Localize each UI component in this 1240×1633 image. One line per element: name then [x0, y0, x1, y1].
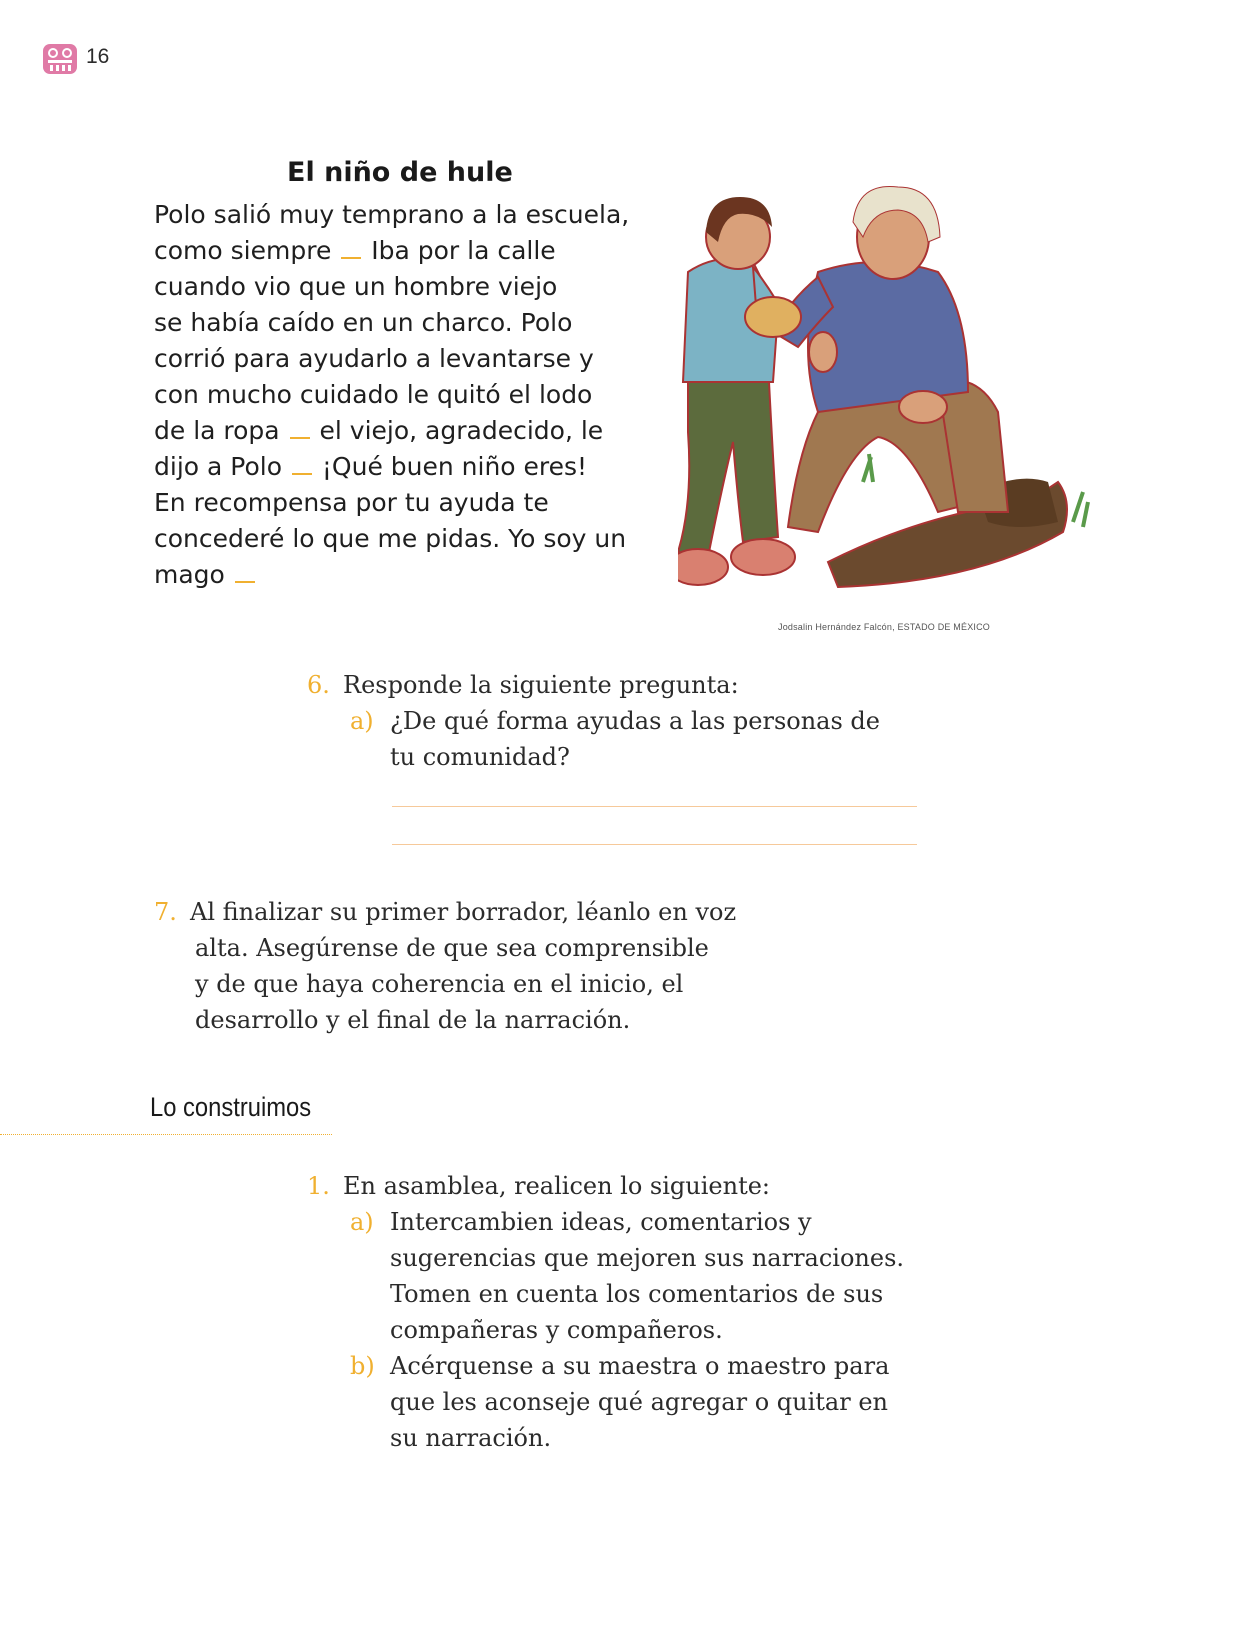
question-text: Al finalizar su primer borrador, léanlo en voz: [190, 898, 737, 926]
blank-line: [292, 453, 312, 475]
question-text: En asamblea, realicen lo siguiente:: [343, 1172, 771, 1200]
story-line: como siempre Iba por la calle: [154, 236, 556, 265]
story-line: cuando vio que un hombre viejo: [154, 272, 558, 301]
question-number: 7.: [154, 898, 177, 926]
question-7-line: desarrollo y el final de la narración.: [195, 1006, 631, 1034]
question-1b: [350, 1348, 890, 1456]
blank-line: [341, 237, 361, 259]
item-text: compañeras y compañeros.: [390, 1316, 723, 1344]
item-letter: a): [350, 1208, 374, 1236]
blank-line: [290, 417, 310, 439]
section-divider: [0, 1134, 332, 1135]
story-line: Polo salió muy temprano a la escuela,: [154, 200, 630, 229]
question-6: [307, 667, 739, 703]
question-number: 6.: [307, 671, 330, 699]
item-text: tu comunidad?: [390, 743, 570, 771]
item-text: que les aconseje qué agregar o quitar en: [390, 1388, 888, 1416]
item-text: su narración.: [390, 1424, 552, 1452]
question-1a: [350, 1204, 905, 1348]
story-line: de la ropa el viejo, agradecido, le: [154, 416, 604, 445]
blank-line: [235, 561, 255, 583]
item-text: Intercambien ideas, comentarios y: [390, 1208, 812, 1236]
question-6a: [350, 703, 880, 775]
question-text: Responde la siguiente pregunta:: [343, 671, 739, 699]
page-number: 16: [86, 45, 110, 68]
item-letter: b): [350, 1352, 375, 1380]
item-text: Acérquense a su maestra o maestro para: [390, 1352, 890, 1380]
story-title: El niño de hule: [287, 157, 513, 188]
story-illustration: [678, 182, 1118, 602]
question-1: [307, 1168, 770, 1204]
question-7-line: y de que haya coherencia en el inicio, el: [195, 970, 684, 998]
item-text: ¿De qué forma ayudas a las personas de: [390, 707, 880, 735]
story-line: En recompensa por tu ayuda te: [154, 488, 549, 517]
item-text: Tomen en cuenta los comentarios de sus: [390, 1280, 884, 1308]
story-text: [154, 197, 674, 593]
story-line: con mucho cuidado le quitó el lodo: [154, 380, 593, 409]
story-line: dijo a Polo ¡Qué buen niño eres!: [154, 452, 588, 481]
item-text: sugerencias que mejoren sus narraciones.: [390, 1244, 905, 1272]
glyph-icon: [43, 44, 77, 74]
item-letter: a): [350, 707, 374, 735]
question-7-line: alta. Asegúrense de que sea comprensible: [195, 934, 709, 962]
section-title: Lo construimos: [150, 1092, 312, 1122]
story-line: concederé lo que me pidas. Yo soy un: [154, 524, 627, 553]
answer-line[interactable]: [392, 844, 917, 845]
answer-line[interactable]: [392, 806, 917, 807]
story-line: se había caído en un charco. Polo: [154, 308, 573, 337]
illustration-credit: Jodsalin Hernández Falcón, ESTADO DE MÉXICO: [778, 622, 991, 632]
story-line: mago: [154, 557, 674, 593]
question-number: 1.: [307, 1172, 330, 1200]
story-line: corrió para ayudarlo a levantarse y: [154, 344, 594, 373]
question-7: [154, 894, 736, 930]
